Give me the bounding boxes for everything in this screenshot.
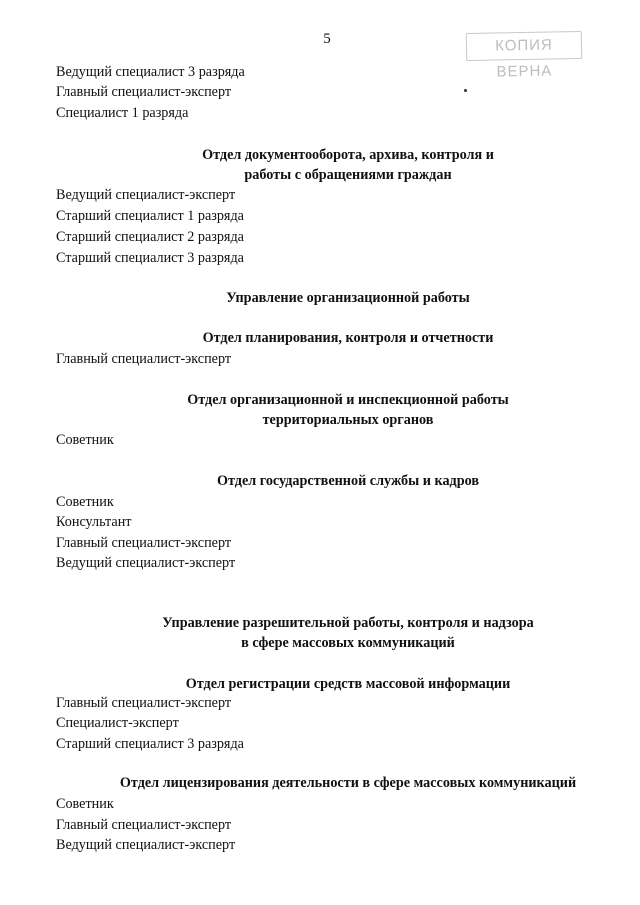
position-line: Старший специалист 3 разряда [56, 250, 244, 266]
position-line: Главный специалист-эксперт [56, 695, 232, 711]
position-line: Ведущий специалист 3 разряда [56, 64, 245, 80]
position-line: Главный специалист-эксперт [56, 535, 232, 551]
position-line: Советник [56, 494, 114, 510]
department-heading: работы с обращениями граждан [244, 167, 452, 183]
position-line: Главный специалист-эксперт [56, 351, 232, 367]
scan-speck [464, 89, 467, 92]
certified-copy-stamp: КОПИЯ ВЕРНА [466, 31, 582, 61]
department-heading: Отдел регистрации средств массовой информации [185, 676, 511, 692]
page-number: 5 [323, 31, 331, 47]
directorate-heading: Управление разрешительной работы, контроля и надзора [162, 615, 534, 631]
position-line: Ведущий специалист-эксперт [56, 187, 236, 203]
position-line: Главный специалист-эксперт [56, 817, 232, 833]
position-line: Старший специалист 1 разряда [56, 208, 244, 224]
position-line: Старший специалист 3 разряда [56, 736, 244, 752]
directorate-heading: в сфере массовых коммуникаций [241, 635, 455, 651]
department-heading: Отдел государственной службы и кадров [216, 473, 480, 489]
position-line: Ведущий специалист-эксперт [56, 837, 236, 853]
position-line: Специалист 1 разряда [56, 105, 189, 121]
position-line: Старший специалист 2 разряда [56, 229, 244, 245]
position-line: Советник [56, 796, 114, 812]
position-line: Специалист-эксперт [56, 715, 179, 731]
department-heading: территориальных органов [262, 412, 434, 428]
department-heading: Отдел документооборота, архива, контроля и [202, 147, 494, 163]
position-line: Ведущий специалист-эксперт [56, 555, 236, 571]
position-line: Советник [56, 432, 114, 448]
directorate-heading: Управление организационной работы [226, 290, 470, 306]
department-heading: Отдел лицензирования деятельности в сфере массовых коммуникаций [119, 775, 577, 791]
position-line: Консультант [56, 514, 132, 530]
department-heading: Отдел организационной и инспекционной работы [187, 392, 509, 408]
department-heading: Отдел планирования, контроля и отчетности [202, 330, 494, 346]
position-line: Главный специалист-эксперт [56, 84, 232, 100]
